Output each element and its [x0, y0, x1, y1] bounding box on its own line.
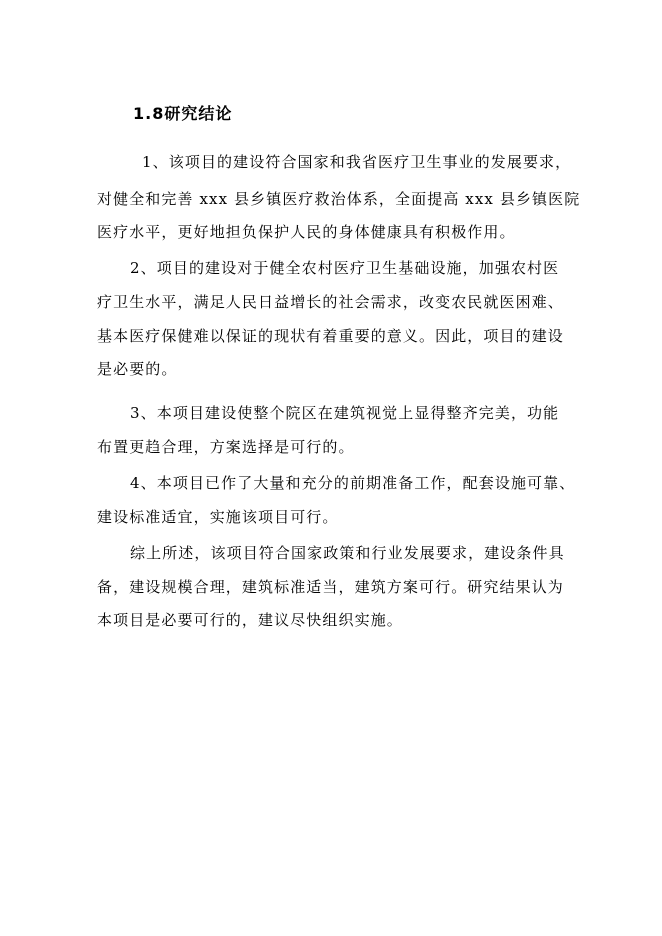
paragraph-4-line-1: 4、本项目已作了大量和充分的前期准备工作，配套设施可靠、 [130, 474, 576, 492]
paragraph-5-line-3: 本项目是必要可行的，建议尽快组织实施。 [97, 611, 403, 629]
section-heading: 1.8研究结论 [133, 104, 233, 123]
paragraph-1-line-2: 对健全和完善 xxx 县乡镇医疗救治体系，全面提高 xxx 县乡镇医院 [97, 190, 581, 208]
paragraph-3-line-1: 3、本项目建设使整个院区在建筑视觉上显得整齐完美，功能 [130, 404, 560, 422]
paragraph-5-line-1: 综上所述，该项目符合国家政策和行业发展要求，建设条件具 [130, 544, 565, 562]
paragraph-2-line-3: 基本医疗保健难以保证的现状有着重要的意义。因此，项目的建设 [97, 327, 564, 345]
paragraph-2-line-4: 是必要的。 [97, 360, 178, 378]
paragraph-3-line-2: 布置更趋合理，方案选择是可行的。 [97, 438, 355, 456]
paragraph-1-line-1: 1、该项目的建设符合国家和我省医疗卫生事业的发展要求， [142, 153, 572, 171]
paragraph-2-line-1: 2、项目的建设对于健全农村医疗卫生基础设施，加强农村医 [130, 259, 560, 277]
paragraph-2-line-2: 疗卫生水平，满足人民日益增长的社会需求，改变农民就医困难、 [97, 293, 564, 311]
paragraph-1-line-3: 医疗水平，更好地担负保护人民的身体健康具有积极作用。 [97, 223, 516, 241]
paragraph-4-line-2: 建设标准适宜，实施该项目可行。 [97, 508, 339, 526]
paragraph-5-line-2: 备，建设规模合理，建筑标准适当，建筑方案可行。研究结果认为 [97, 578, 564, 596]
